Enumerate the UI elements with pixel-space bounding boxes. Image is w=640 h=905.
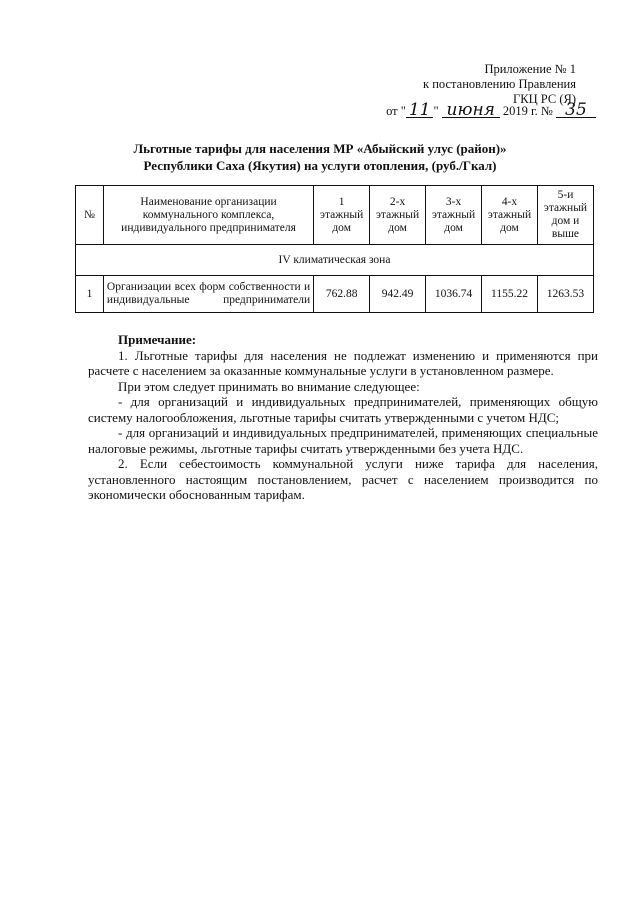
note-paragraph: 2. Если себестоимость коммунальной услуги ниже тарифа для населения, установленного настоящим постановлением, расчет с населением производится по экономически обоснованным тарифам. [88,456,598,502]
document-title [0,140,640,174]
row-value-3: 1036.74 [426,276,482,313]
row-num: 1 [76,276,104,313]
tariffs-table [75,185,594,313]
handwritten-doc-number: 35 [556,103,596,118]
notes-section [88,332,598,503]
appendix-block [423,62,576,107]
note-paragraph: При этом следует принимать во внимание следующее: [118,378,420,394]
row-value-5: 1263.53 [537,276,593,313]
header-col1: 1 этажный дом [314,186,370,245]
title-line: Льготные тарифы для населения МР «Абыйский улус (район)» [133,141,507,156]
header-col4: 4-х этажный дом [482,186,538,245]
resolution-date-line [386,100,596,120]
row-value-4: 1155.22 [482,276,538,313]
appendix-line: ГКЦ РС (Я) [513,92,576,106]
header-col2: 2-х этажный дом [370,186,426,245]
row-value-2: 942.49 [370,276,426,313]
date-prefix: от " [386,104,406,118]
climate-zone-row [76,245,594,276]
note-paragraph: 1. Льготные тарифы для населения не подлежат изменению и применяются при расчете с населением за оказанные коммунальные услуги в установленном размере. [88,347,598,378]
row-org: Организации всех форм собственности и индивидуальные предприниматели [103,276,313,313]
date-year: 2019 г. № [502,104,553,118]
note-paragraph: - для организаций и индивидуальных предпринимателей, применяющих общую систему налогообложения, льготные тарифы считать утвержденными с учетом НДС; [88,394,598,425]
table-header-row [76,186,594,245]
climate-zone-cell: IV климатическая зона [76,245,594,276]
header-col5: 5-и этажный дом и выше [537,186,593,245]
appendix-line: к постановлению Правления [423,77,576,91]
header-col3: 3-х этажный дом [426,186,482,245]
header-num: № [76,186,104,245]
title-line: Республики Саха (Якутия) на услуги отопления, (руб./Гкал) [143,158,497,173]
header-org: Наименование организации коммунального комплекса, индивидуального предпринимателя [103,186,313,245]
note-paragraph: - для организаций и индивидуальных предпринимателей, применяющих специальные налоговые режимы, льготные тарифы считать утвержденными без учета НДС. [88,425,598,456]
handwritten-month: июня [442,103,500,118]
date-quote: " [433,104,439,118]
row-value-1: 762.88 [314,276,370,313]
handwritten-day: 11 [406,103,434,118]
appendix-line: Приложение № 1 [484,62,576,76]
notes-heading: Примечание: [118,332,197,347]
table-row [76,276,594,313]
